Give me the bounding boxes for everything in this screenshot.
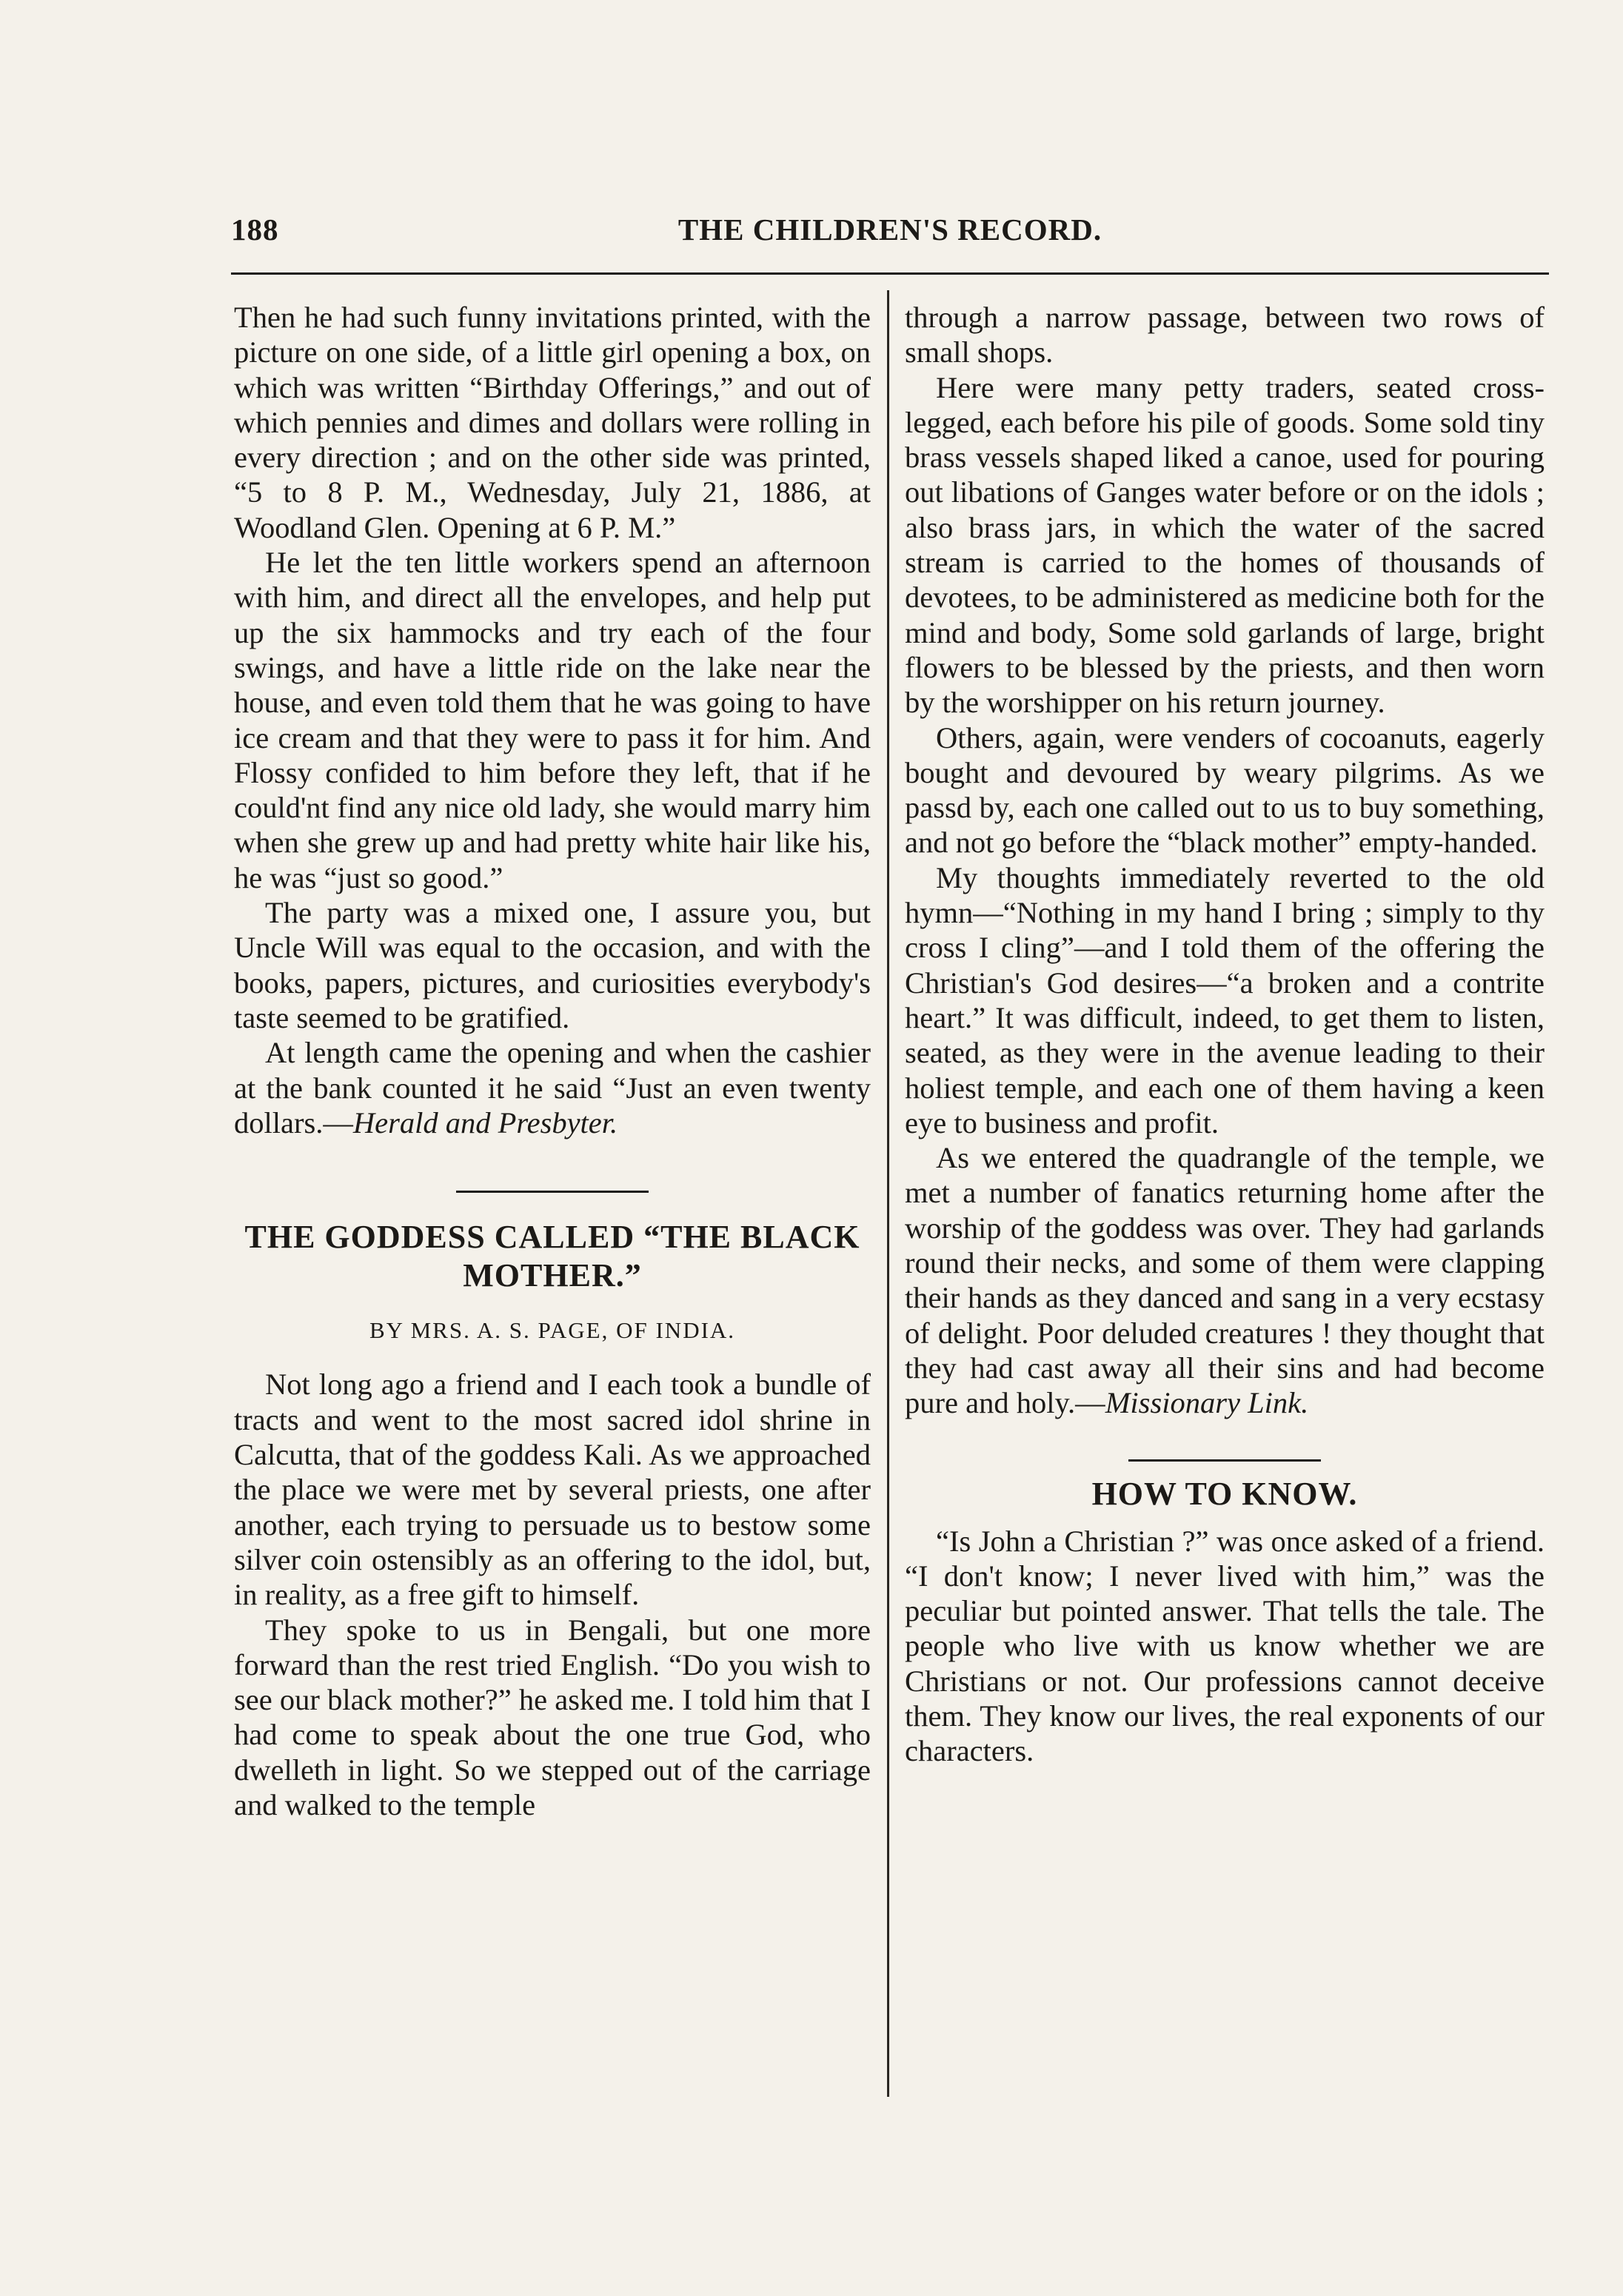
article-title: THE GODDESS CALLED “THE BLACK MOTHER.” [244, 1219, 860, 1294]
source-attribution: Missionary Link. [1105, 1386, 1309, 1420]
paragraph: Here were many petty traders, seated cross-legged, each before his pile of goods. Some sold tiny brass vessels shaped liked a canoe, used for pouring out libations of Ganges water before or on the idols ; also brass jars, in which the water of the sacred stream is carried to the homes of thousands of devotees, to be administered as medicine both for the mind and body, Some sold garlands of large, bright flowers to be blessed by the priests, and then worn by the worshipper on his return journey. [905, 370, 1545, 720]
right-column [905, 300, 1545, 1769]
paragraph: “Is John a Christian ?” was once asked of a friend. “I don't know; I never lived with him,” was the peculiar but pointed answer. That tells the tale. The people who live with us know whether we are Christians or not. Our professions cannot deceive them. They know our lives, the real exponents of our characters. [905, 1524, 1545, 1768]
section-separator [456, 1191, 649, 1193]
paragraph: Then he had such funny invitations printed, with the picture on one side, of a little girl opening a box, on which was written “Birthday Offerings,” and out of which pennies and dimes and dollars were rolling in every direction ; and on the other side was printed, “5 to 8 P. M., Wednesday, July 21, 1886, at Woodland Glen. Opening at 6 P. M.” [234, 301, 871, 544]
column-divider [887, 290, 889, 2097]
paragraph [905, 1140, 1545, 1420]
paragraph: The party was a mixed one, I assure you, but Uncle Will was equal to the occasion, and with the books, papers, pictures, and curiosities everybody's taste seemed to be gratified. [234, 896, 871, 1034]
source-attribution: Herald and Presbyter. [352, 1105, 618, 1139]
paragraph: They spoke to us in Bengali, but one more forward than the rest tried English. “Do you wish to see our black mother?” he asked me. I told him that I had come to speak about the one true God, who dwelleth in light. So we stepped out of the carriage and walked to the temple [234, 1613, 871, 1821]
publication-title: THE CHILDREN'S RECORD. [677, 212, 1102, 247]
paragraph: Not long ago a friend and I each took a bundle of tracts and went to the most sacred idol shrine in Calcutta, that of the goddess Kali. As we approached the place we were met by several priests, one after another, each trying to persuade us to bestow some silver coin ostensibly as an offering to the idol, but, in reality, as a free gift to himself. [234, 1368, 871, 1612]
paragraph: My thoughts immediately reverted to the old hymn—“Nothing in my hand I bring ; simply to thy cross I cling”—and I told them of the offering the Christian's God desires—“a broken and a contrite heart.” It was difficult, indeed, to get them to listen, seated, as they were in the avenue leading to their holiest temple, and each one of them having a keen eye to business and profit. [905, 860, 1545, 1139]
paragraph-continued: through a narrow passage, between two rows of small shops. [905, 301, 1545, 369]
byline [234, 1313, 871, 1348]
byline-text: BY MRS. A. S. PAGE, OF INDIA. [369, 1317, 736, 1344]
paragraph: He let the ten little workers spend an afternoon with him, and direct all the envelopes, and help put up the six hammocks and try each of the four swings, and have a little ride on the lake near the house, and even told them that he was going to have ice cream and that they were to pass it for him. And Flossy confided to him before they left, that if he could'nt find any nice old lady, she would marry him when she grew up and had pretty white hair like his, he was “just so good.” [234, 546, 871, 894]
page-number: 188 [231, 212, 279, 247]
paragraph [234, 1035, 871, 1140]
article-title: HOW TO KNOW. [1091, 1475, 1358, 1512]
section-separator [1128, 1459, 1321, 1462]
paragraph-text: At length came the opening and when the cashier at the bank counted it he said “Just an even twenty dollars.— [234, 1036, 871, 1139]
paragraph: Others, again, were venders of cocoanuts, eagerly bought and devoured by weary pilgrims. As we passd by, each one called out to us to buy something, and not go before the “black mother” empty-handed. [905, 720, 1545, 860]
paragraph-text: As we entered the quadrangle of the temple, we met a number of fanatics returning home after the worship of the goddess was over. They had garlands round their necks, and some of them were clapping their hands as they danced and sang in a very ecstasy of delight. Poor deluded creatures ! they thought that they had cast away all their sins and had become pure and holy.— [905, 1141, 1545, 1420]
running-head [231, 212, 1549, 256]
header-rule [231, 272, 1549, 275]
left-column [234, 300, 871, 1822]
